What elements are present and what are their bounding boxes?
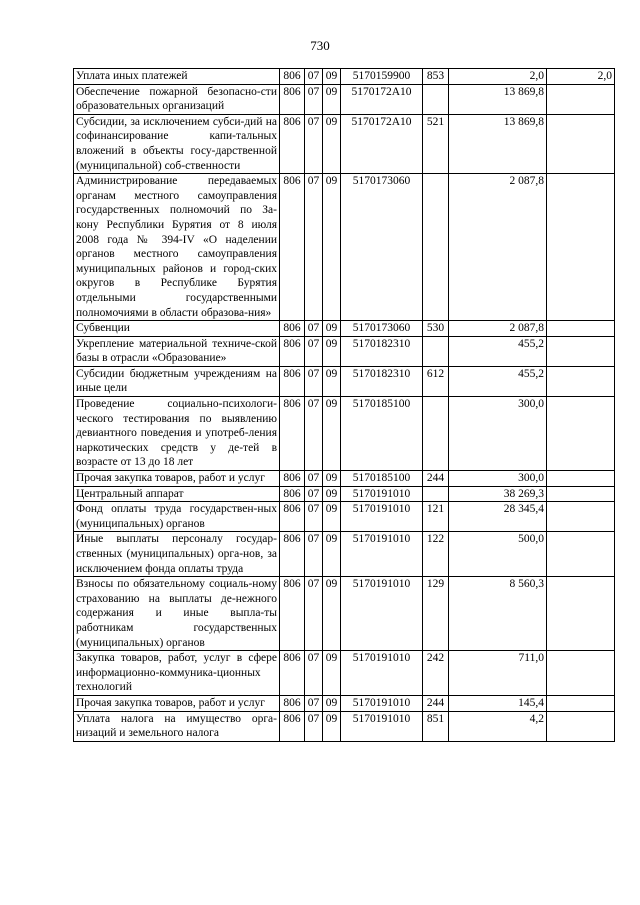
cell-name: Уплата налога на имущество орга-низаций и земельного налога bbox=[74, 711, 280, 741]
cell-pr: 09 bbox=[323, 174, 341, 321]
cell-name: Взносы по обязательному социаль-ному страхованию на выплаты де-нежного содержания и иные выпла-ты работникам государственных (муниципальных) органов bbox=[74, 577, 280, 651]
cell-vr: 121 bbox=[423, 502, 449, 532]
table-row bbox=[74, 174, 615, 321]
cell-csr: 5170191010 bbox=[341, 577, 423, 651]
cell-name: Закупка товаров, работ, услуг в сфере информационно-коммуника-ционных технологий bbox=[74, 651, 280, 696]
cell-pr: 09 bbox=[323, 651, 341, 696]
cell-csr: 5170191010 bbox=[341, 651, 423, 696]
table-row bbox=[74, 502, 615, 532]
cell-sum-2: 2,0 bbox=[547, 69, 615, 85]
cell-sum-1: 4,2 bbox=[449, 711, 547, 741]
cell-ved: 806 bbox=[280, 471, 305, 487]
table-row bbox=[74, 486, 615, 502]
cell-rz: 07 bbox=[305, 69, 323, 85]
cell-sum-2 bbox=[547, 174, 615, 321]
cell-vr: 521 bbox=[423, 114, 449, 173]
cell-csr: 5170182310 bbox=[341, 366, 423, 396]
cell-rz: 07 bbox=[305, 321, 323, 337]
table-row bbox=[74, 321, 615, 337]
cell-ved: 806 bbox=[280, 651, 305, 696]
cell-rz: 07 bbox=[305, 486, 323, 502]
cell-sum-1: 300,0 bbox=[449, 471, 547, 487]
cell-rz: 07 bbox=[305, 471, 323, 487]
cell-sum-2 bbox=[547, 321, 615, 337]
table-row bbox=[74, 577, 615, 651]
cell-ved: 806 bbox=[280, 69, 305, 85]
cell-sum-1: 13 869,8 bbox=[449, 84, 547, 114]
cell-ved: 806 bbox=[280, 336, 305, 366]
cell-name: Прочая закупка товаров, работ и услуг bbox=[74, 471, 280, 487]
budget-table bbox=[73, 68, 615, 742]
cell-name: Укрепление материальной техниче-ской базы в отрасли «Образование» bbox=[74, 336, 280, 366]
cell-csr: 5170185100 bbox=[341, 397, 423, 471]
table-row bbox=[74, 69, 615, 85]
cell-rz: 07 bbox=[305, 711, 323, 741]
table-row bbox=[74, 471, 615, 487]
cell-vr bbox=[423, 174, 449, 321]
cell-name: Уплата иных платежей bbox=[74, 69, 280, 85]
cell-pr: 09 bbox=[323, 366, 341, 396]
cell-pr: 09 bbox=[323, 711, 341, 741]
cell-sum-2 bbox=[547, 84, 615, 114]
cell-ved: 806 bbox=[280, 84, 305, 114]
cell-rz: 07 bbox=[305, 651, 323, 696]
cell-pr: 09 bbox=[323, 336, 341, 366]
cell-sum-1: 300,0 bbox=[449, 397, 547, 471]
cell-sum-1: 455,2 bbox=[449, 336, 547, 366]
cell-name: Центральный аппарат bbox=[74, 486, 280, 502]
cell-vr bbox=[423, 84, 449, 114]
cell-csr: 5170191010 bbox=[341, 711, 423, 741]
cell-sum-1: 2 087,8 bbox=[449, 321, 547, 337]
cell-sum-2 bbox=[547, 577, 615, 651]
cell-sum-2 bbox=[547, 471, 615, 487]
cell-csr: 5170182310 bbox=[341, 336, 423, 366]
cell-sum-1: 13 869,8 bbox=[449, 114, 547, 173]
table-row bbox=[74, 336, 615, 366]
cell-sum-2 bbox=[547, 695, 615, 711]
page-number: 730 bbox=[310, 38, 330, 53]
table-row bbox=[74, 532, 615, 577]
budget-table-body bbox=[74, 69, 615, 742]
cell-rz: 07 bbox=[305, 84, 323, 114]
cell-csr: 5170191010 bbox=[341, 695, 423, 711]
cell-name: Субсидии, за исключением субси-дий на софинансирование капи-тальных вложений в объекты госу-дарственной (муниципальной) соб-ственности bbox=[74, 114, 280, 173]
cell-vr bbox=[423, 397, 449, 471]
cell-vr bbox=[423, 486, 449, 502]
cell-pr: 09 bbox=[323, 114, 341, 173]
cell-csr: 5170172А10 bbox=[341, 114, 423, 173]
cell-pr: 09 bbox=[323, 695, 341, 711]
cell-vr: 242 bbox=[423, 651, 449, 696]
cell-ved: 806 bbox=[280, 486, 305, 502]
table-row bbox=[74, 695, 615, 711]
cell-name: Иные выплаты персоналу государ-ственных (муниципальных) орга-нов, за исключением фонда оплаты труда bbox=[74, 532, 280, 577]
cell-ved: 806 bbox=[280, 577, 305, 651]
cell-name: Фонд оплаты труда государствен-ных (муниципальных) органов bbox=[74, 502, 280, 532]
cell-csr: 5170159900 bbox=[341, 69, 423, 85]
cell-csr: 5170185100 bbox=[341, 471, 423, 487]
cell-ved: 806 bbox=[280, 366, 305, 396]
cell-ved: 806 bbox=[280, 711, 305, 741]
cell-vr: 530 bbox=[423, 321, 449, 337]
cell-sum-2 bbox=[547, 502, 615, 532]
table-row bbox=[74, 397, 615, 471]
cell-name: Администрирование передаваемых органам местного самоуправления государственных полномочий по За-кону Республики Бурятия от 8 июля 2008 года № 394-IV «О наделении органов местного самоуправления муниципальных районов и город-ских округов в Республике Бурятия отдельными государственными полномочиями в области образова-ния» bbox=[74, 174, 280, 321]
table-row bbox=[74, 366, 615, 396]
cell-csr: 5170173060 bbox=[341, 321, 423, 337]
cell-ved: 806 bbox=[280, 502, 305, 532]
cell-vr bbox=[423, 336, 449, 366]
cell-csr: 5170172А10 bbox=[341, 84, 423, 114]
cell-pr: 09 bbox=[323, 397, 341, 471]
cell-rz: 07 bbox=[305, 502, 323, 532]
cell-pr: 09 bbox=[323, 321, 341, 337]
cell-pr: 09 bbox=[323, 84, 341, 114]
cell-sum-1: 500,0 bbox=[449, 532, 547, 577]
cell-sum-2 bbox=[547, 711, 615, 741]
cell-vr: 244 bbox=[423, 471, 449, 487]
table-row bbox=[74, 114, 615, 173]
cell-rz: 07 bbox=[305, 336, 323, 366]
cell-name: Прочая закупка товаров, работ и услуг bbox=[74, 695, 280, 711]
cell-csr: 5170191010 bbox=[341, 532, 423, 577]
cell-vr: 851 bbox=[423, 711, 449, 741]
cell-sum-2 bbox=[547, 366, 615, 396]
cell-ved: 806 bbox=[280, 114, 305, 173]
cell-rz: 07 bbox=[305, 532, 323, 577]
cell-sum-2 bbox=[547, 532, 615, 577]
cell-pr: 09 bbox=[323, 502, 341, 532]
cell-sum-2 bbox=[547, 114, 615, 173]
cell-rz: 07 bbox=[305, 174, 323, 321]
cell-sum-2 bbox=[547, 397, 615, 471]
cell-rz: 07 bbox=[305, 695, 323, 711]
cell-name: Обеспечение пожарной безопасно-сти образовательных организаций bbox=[74, 84, 280, 114]
cell-rz: 07 bbox=[305, 397, 323, 471]
cell-csr: 5170191010 bbox=[341, 502, 423, 532]
cell-sum-1: 145,4 bbox=[449, 695, 547, 711]
cell-rz: 07 bbox=[305, 114, 323, 173]
cell-name: Проведение социально-психологи-ческого тестирования по выявлению девиантного поведения и употреб-ления наркотических средств у де-тей в возрасте от 13 до 18 лет bbox=[74, 397, 280, 471]
cell-ved: 806 bbox=[280, 397, 305, 471]
cell-sum-1: 2,0 bbox=[449, 69, 547, 85]
cell-pr: 09 bbox=[323, 69, 341, 85]
cell-csr: 5170191010 bbox=[341, 486, 423, 502]
cell-sum-1: 2 087,8 bbox=[449, 174, 547, 321]
cell-vr: 122 bbox=[423, 532, 449, 577]
cell-vr: 853 bbox=[423, 69, 449, 85]
cell-ved: 806 bbox=[280, 695, 305, 711]
cell-pr: 09 bbox=[323, 577, 341, 651]
cell-vr: 129 bbox=[423, 577, 449, 651]
cell-ved: 806 bbox=[280, 532, 305, 577]
cell-sum-2 bbox=[547, 486, 615, 502]
table-row bbox=[74, 651, 615, 696]
cell-sum-1: 711,0 bbox=[449, 651, 547, 696]
cell-pr: 09 bbox=[323, 486, 341, 502]
cell-ved: 806 bbox=[280, 174, 305, 321]
cell-sum-1: 455,2 bbox=[449, 366, 547, 396]
cell-name: Субсидии бюджетным учреждениям на иные цели bbox=[74, 366, 280, 396]
table-row bbox=[74, 711, 615, 741]
table-row bbox=[74, 84, 615, 114]
cell-ved: 806 bbox=[280, 321, 305, 337]
cell-pr: 09 bbox=[323, 532, 341, 577]
cell-sum-2 bbox=[547, 336, 615, 366]
cell-sum-1: 8 560,3 bbox=[449, 577, 547, 651]
cell-vr: 612 bbox=[423, 366, 449, 396]
cell-pr: 09 bbox=[323, 471, 341, 487]
cell-rz: 07 bbox=[305, 366, 323, 396]
cell-rz: 07 bbox=[305, 577, 323, 651]
cell-vr: 244 bbox=[423, 695, 449, 711]
cell-sum-1: 38 269,3 bbox=[449, 486, 547, 502]
cell-sum-1: 28 345,4 bbox=[449, 502, 547, 532]
cell-name: Субвенции bbox=[74, 321, 280, 337]
cell-csr: 5170173060 bbox=[341, 174, 423, 321]
cell-sum-2 bbox=[547, 651, 615, 696]
